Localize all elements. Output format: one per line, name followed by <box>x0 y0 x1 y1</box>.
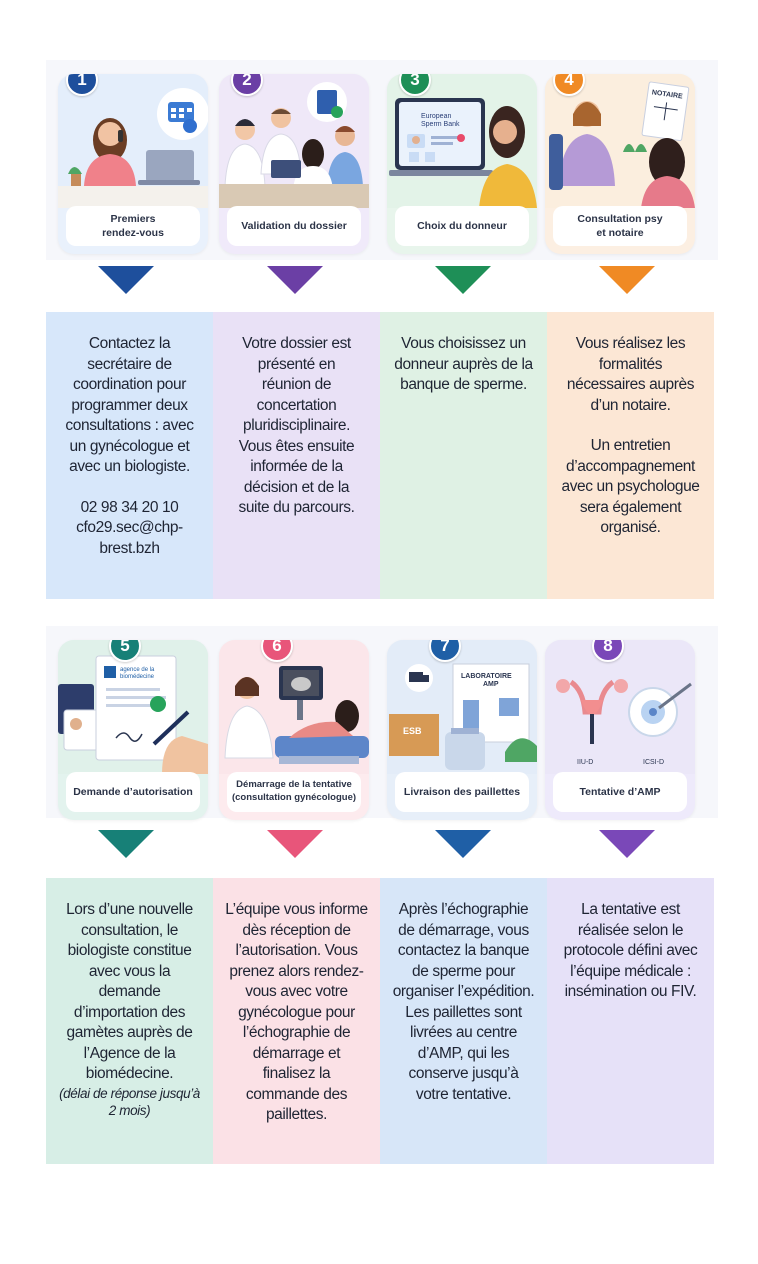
step-badge-8: 8 <box>592 640 624 662</box>
illustration-ultrasound <box>219 640 369 774</box>
step-description-2 <box>213 312 380 599</box>
step-description-1 <box>46 312 213 599</box>
illustration-delivery <box>387 640 537 774</box>
step-card-5 <box>58 640 208 820</box>
step-card-6 <box>219 640 369 820</box>
step-description-3 <box>380 312 547 599</box>
step-card-4 <box>545 74 695 254</box>
arrow-down-icon <box>98 830 154 858</box>
arrow-down-icon <box>435 266 491 294</box>
step-badge-1: 1 <box>66 74 98 96</box>
step-card-3 <box>387 74 537 254</box>
step-2-text: Votre dossier est présenté en réunion de concertation pluridisciplinaire. Vous êtes ensuite informée de la décision et de la suite du parcours. <box>238 335 355 516</box>
step-label-3: Choix du donneur <box>395 206 529 246</box>
phone-number: 02 98 34 20 10 <box>80 498 179 516</box>
step-badge-6: 6 <box>261 640 293 662</box>
arrow-down-icon <box>267 830 323 858</box>
icsi-label-text: ICSI-D <box>643 759 664 766</box>
step-label-2: Validation du dossier <box>227 206 361 246</box>
arrow-down-icon <box>435 830 491 858</box>
step-badge-7: 7 <box>429 640 461 662</box>
lab-sign-text: LABORATOIRE AMP <box>461 673 512 688</box>
arrow-down-icon <box>599 830 655 858</box>
step-description-5 <box>46 878 213 1164</box>
arrow-down-icon <box>599 266 655 294</box>
step-5-text: Lors d’une nouvelle consultation, le biologiste constitue avec vous la demande d’importation des gamètes auprès de l’Agence de la biomédecine. <box>66 901 193 1082</box>
step-label-1: Premiers rendez-vous <box>66 206 200 246</box>
agency-name-text: agence de la biomédecine <box>120 667 155 680</box>
iiu-label-text: IIU-D <box>577 759 594 766</box>
box-label-text: ESB <box>403 726 422 736</box>
step-description-7 <box>380 878 547 1164</box>
step-6-text: L’équipe vous informe dès réception de l’autorisation. Vous prenez alors rendez-vous avec votre gynécologue pour l’échographie de démarrage et finalisez la commande des paillettes. <box>225 901 368 1123</box>
notary-sign-text: NOTAIRE <box>651 89 684 101</box>
step-label-6: Démarrage de la tentative (consultation gynécologue) <box>227 772 361 812</box>
step-card-8 <box>545 640 695 820</box>
step-label-5: Demande d’autorisation <box>66 772 200 812</box>
step-3-text: Vous choisissez un donneur auprès de la banque de sperme. <box>394 335 533 393</box>
step-label-4: Consultation psy et notaire <box>553 206 687 246</box>
step-badge-5: 5 <box>109 640 141 662</box>
step-4-text-2: Un entretien d’accompagnement avec un psychologue sera également organisé. <box>561 437 700 536</box>
illustration-authorization <box>58 640 208 774</box>
step-card-7 <box>387 640 537 820</box>
step-1-text: Contactez la secrétaire de coordination pour programmer deux consultations : avec un gynécologue et avec un biologiste. <box>65 335 194 475</box>
step-card-2 <box>219 74 369 254</box>
step-description-6 <box>213 878 380 1164</box>
email-address: cfo29.sec@chp- brest.bzh <box>76 519 183 557</box>
step-badge-2: 2 <box>231 74 263 96</box>
step-description-8 <box>547 878 714 1164</box>
step-card-1 <box>58 74 208 254</box>
step-7-text: Après l’échographie de démarrage, vous contactez la banque de sperme pour organiser l’expédition. Les paillettes sont livrées au centre d’AMP, qui les conserve jusqu’à votre tentative. <box>392 901 535 1103</box>
step-badge-3: 3 <box>399 74 431 96</box>
bank-name-text: European Sperm Bank <box>421 113 460 128</box>
illustration-amp-attempt <box>545 640 695 774</box>
step-8-text: La tentative est réalisée selon le protocole défini avec l’équipe médicale : insémination ou FIV. <box>563 901 698 1000</box>
arrow-down-icon <box>98 266 154 294</box>
step-label-8: Tentative d’AMP <box>553 772 687 812</box>
arrow-down-icon <box>267 266 323 294</box>
step-badge-4: 4 <box>553 74 585 96</box>
step-description-4 <box>547 312 714 599</box>
step-4-text: Vous réalisez les formalités nécessaires auprès d’un notaire. <box>566 335 695 414</box>
step-5-note: (délai de réponse jusqu’à 2 mois) <box>59 1085 200 1118</box>
step-label-7: Livraison des paillettes <box>395 772 529 812</box>
